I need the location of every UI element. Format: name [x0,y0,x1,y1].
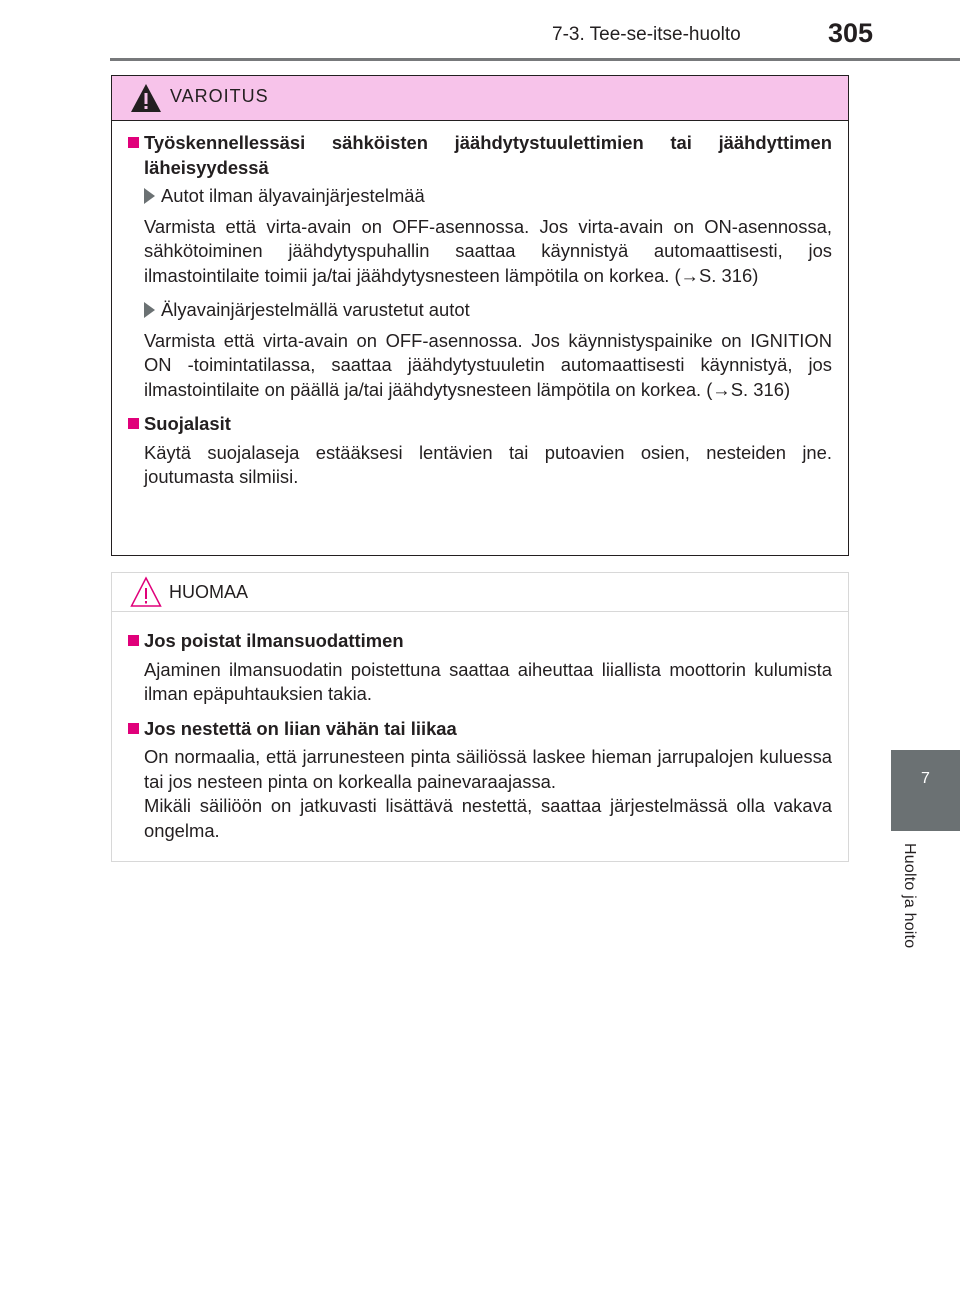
notice-heading-text: Jos poistat ilmansuodattimen [144,630,404,651]
sub-heading-label: Autot ilman älyavainjärjestelmää [161,185,425,206]
sub-heading-label: Älyavainjärjestelmällä varustetut autot [161,299,470,320]
paragraph: Varmista että virta-avain on OFF-asennossa. Jos käynnistyspainike on IGNITION ON -toimintatilassa, saattaa jäähdytystuuletin automaattisesti käynnistyä, jos ilmastointilaite on päällä ja/tai jäähdytysnesteen lämpötila on korkea. (→S. 316) [144,329,832,400]
warning-triangle-icon [130,83,162,113]
warning-item-safety-glasses [128,412,832,490]
warning-title: VAROITUS [170,86,269,106]
warning-content [128,131,832,500]
page-number: 305 [828,18,874,48]
warning-item-heading [136,412,832,437]
header-divider [110,58,960,61]
warning-item-cooling-fan [128,131,832,402]
notice-content [128,629,832,853]
section-title: 7-3. Tee-se-itse-huolto [552,24,741,45]
chapter-tab-block [891,750,960,831]
paragraph: Käytä suojalaseja estääksesi lentävien tai putoavien osien, nesteiden jne. joutumasta silmiisi. [144,441,832,487]
sub-heading-smart-key [136,298,832,323]
sub-heading-no-smart-key [136,184,832,209]
warning-heading-text: Työskennellessäsi sähköisten jäähdytystuulettimien tai jäähdyttimen läheisyydessä [144,132,832,178]
caution-triangle-icon [130,576,162,608]
bullet-square-icon [128,137,139,148]
notice-item-heading [136,717,832,742]
warning-item-heading [136,131,832,180]
notice-title: HUOMAA [169,582,249,602]
paragraph: Ajaminen ilmansuodatin poistettuna saattaa aiheuttaa liiallista moottorin kulumista ilman epäpuhtauksien takia. [144,658,832,704]
chapter-number: 7 [921,770,930,787]
bullet-square-icon [128,723,139,734]
warning-header [112,76,848,121]
notice-header [112,573,848,612]
paragraph: On normaalia, että jarrunesteen pinta säiliössä laskee hieman jarrupalojen kuluessa tai jos nesteen pinta on korkealla painevaraajassa. [144,746,832,792]
warning-heading-text: Suojalasit [144,413,231,434]
bullet-square-icon [128,418,139,429]
notice-item-heading [136,629,832,654]
notice-item-air-filter [128,629,832,707]
bullet-square-icon [128,635,139,646]
notice-item-fluid-level [128,717,832,844]
chapter-label: Huolto ja hoito [901,843,918,949]
arrow-right-icon [144,302,155,318]
paragraph: Varmista että virta-avain on OFF-asennossa. Jos virta-avain on ON-asennossa, sähkötoiminen jäähdytyspuhallin saattaa käynnistyä automaattisesti, jos ilmastointilaite toimii ja/tai jäähdytysnesteen lämpötila on korkea. (→S. 316) [144,215,832,286]
arrow-right-icon [144,188,155,204]
paragraph: Mikäli säiliöön on jatkuvasti lisättävä nestettä, saattaa järjestelmässä olla vakava ongelma. [144,795,832,841]
notice-heading-text: Jos nestettä on liian vähän tai liikaa [144,717,457,739]
